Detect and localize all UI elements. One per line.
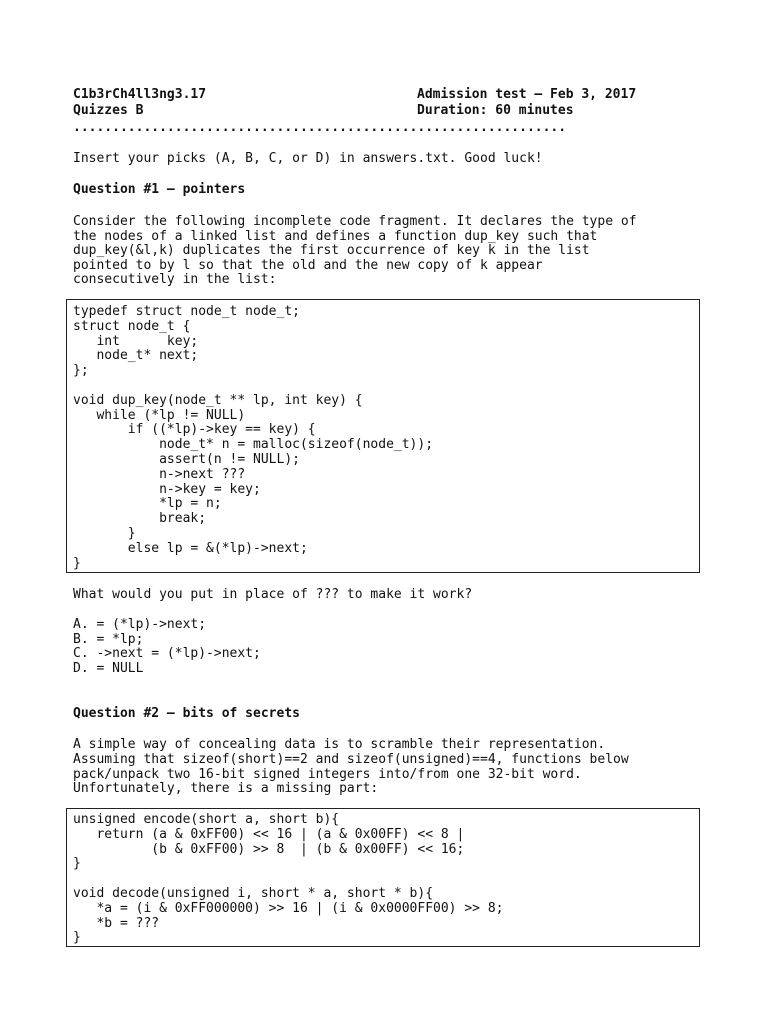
question-1-description-line: dup_key(&l,k) duplicates the first occurrence of key k in the list — [73, 243, 590, 258]
question-2-description-line: A simple way of concealing data is to scramble their representation. — [73, 737, 606, 752]
test-date: Admission test – Feb 3, 2017 — [417, 87, 637, 102]
code-line: }; — [73, 363, 89, 379]
question-2-code-block — [66, 808, 700, 947]
code-line: while (*lp != NULL) — [73, 407, 246, 423]
question-2-description-line: pack/unpack two 16-bit signed integers into/from one 32-bit word. — [73, 767, 582, 782]
code-line: void dup_key(node_t ** lp, int key) { — [73, 392, 363, 408]
code-line: node_t* n = malloc(sizeof(node_t)); — [73, 437, 434, 453]
question-2-title: Question #2 – bits of secrets — [73, 706, 300, 721]
answer-option-b: B. = *lp; — [73, 632, 144, 647]
quiz-name: Quizzes B — [73, 103, 144, 118]
code-line: void decode(unsigned i, short * a, short * b){ — [73, 886, 434, 901]
question-1-description-line: pointed to by l so that the old and the new copy of k appear — [73, 258, 543, 273]
code-line: return (a & 0xFF00) << 16 | (a & 0x00FF) << 8 | — [73, 826, 465, 842]
question-1-code-block — [66, 299, 700, 573]
code-line: node_t* next; — [73, 348, 199, 364]
question-1-title: Question #1 – pointers — [73, 182, 246, 197]
answer-option-c: C. ->next = (*lp)->next; — [73, 646, 261, 661]
code-line: assert(n != NULL); — [73, 452, 300, 467]
question-2-description-line: Unfortunately, there is a missing part: — [73, 781, 379, 796]
instructions: Insert your picks (A, B, C, or D) in answers.txt. Good luck! — [73, 151, 543, 166]
code-line: n->next ??? — [73, 466, 246, 482]
question-2-description-line: Assuming that sizeof(short)==2 and sizeof(unsigned)==4, functions below — [73, 752, 629, 767]
answer-option-d: D. = NULL — [73, 661, 144, 676]
code-line: unsigned encode(short a, short b){ — [73, 812, 340, 827]
code-line: if ((*lp)->key == key) { — [73, 422, 316, 438]
answer-option-a: A. = (*lp)->next; — [73, 617, 207, 632]
course-code: C1b3rCh4ll3ng3.17 — [73, 87, 207, 102]
header-dotted-separator: ............................................................... — [73, 120, 567, 135]
code-line: } — [73, 526, 136, 541]
code-line: int key; — [73, 333, 199, 349]
code-line: } — [73, 930, 81, 946]
code-line: n->key = key; — [73, 481, 261, 497]
code-line: *a = (i & 0xFF000000) >> 16 | (i & 0x0000FF00) >> 8; — [73, 900, 504, 916]
code-line: } — [73, 555, 81, 571]
code-line: } — [73, 856, 81, 872]
question-1-description-line: the nodes of a linked list and defines a function dup_key such that — [73, 229, 598, 244]
code-line: struct node_t { — [73, 318, 191, 334]
question-1-description-line: Consider the following incomplete code fragment. It declares the type of — [73, 214, 637, 229]
code-line: *lp = n; — [73, 496, 222, 512]
code-line: typedef struct node_t node_t; — [73, 304, 300, 319]
question-1-description-line: consecutively in the list: — [73, 272, 277, 287]
code-line: else lp = &(*lp)->next; — [73, 540, 308, 556]
code-line: *b = ??? — [73, 915, 160, 931]
code-line: (b & 0xFF00) >> 8 | (b & 0x00FF) << 16; — [73, 841, 465, 857]
question-1-prompt: What would you put in place of ??? to make it work? — [73, 587, 473, 602]
test-duration: Duration: 60 minutes — [417, 103, 574, 118]
code-line: break; — [73, 511, 207, 527]
